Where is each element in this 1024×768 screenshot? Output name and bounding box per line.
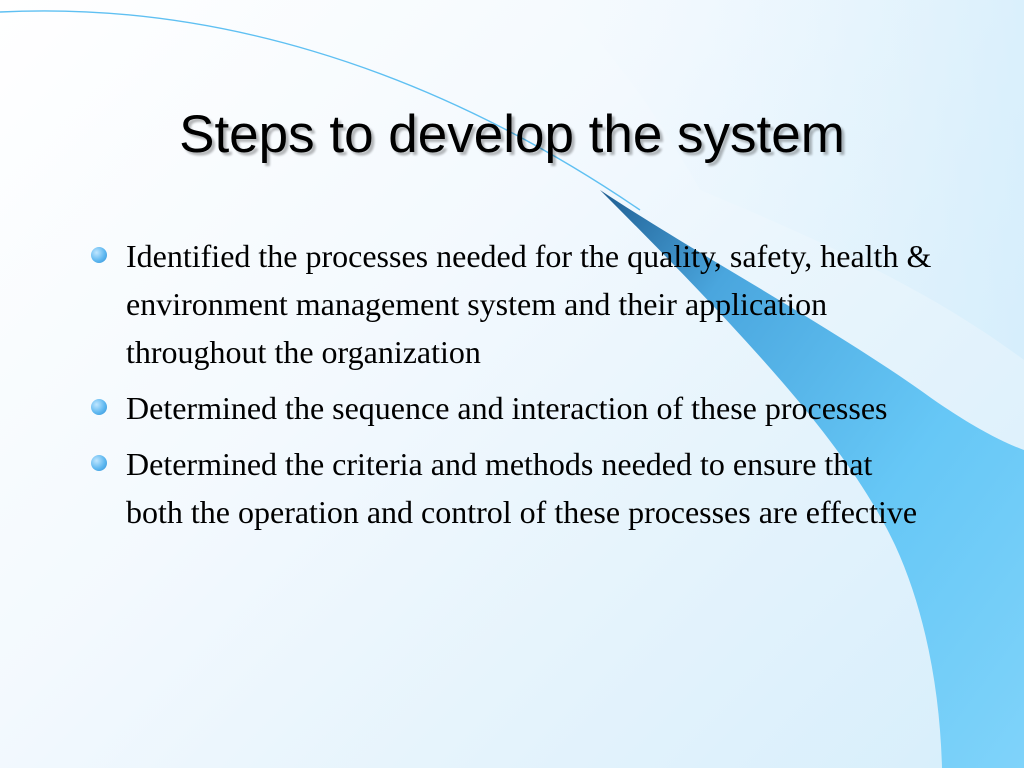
- bullet-dot-icon: [91, 247, 107, 263]
- bullet-list: [84, 232, 934, 544]
- bullet-text: Determined the sequence and interaction of these processes: [126, 390, 888, 426]
- bullet-item: [84, 384, 934, 432]
- bullet-dot-icon: [91, 455, 107, 471]
- bullet-item: [84, 440, 934, 536]
- bullet-text: Identified the processes needed for the quality, safety, health & environment management system and their application throughout the organization: [126, 238, 932, 370]
- bullet-text: Determined the criteria and methods needed to ensure that both the operation and control of these processes are effective: [126, 446, 918, 530]
- bullet-item: [84, 232, 934, 376]
- slide-title: Steps to develop the system: [179, 105, 845, 164]
- bullet-dot-icon: [91, 399, 107, 415]
